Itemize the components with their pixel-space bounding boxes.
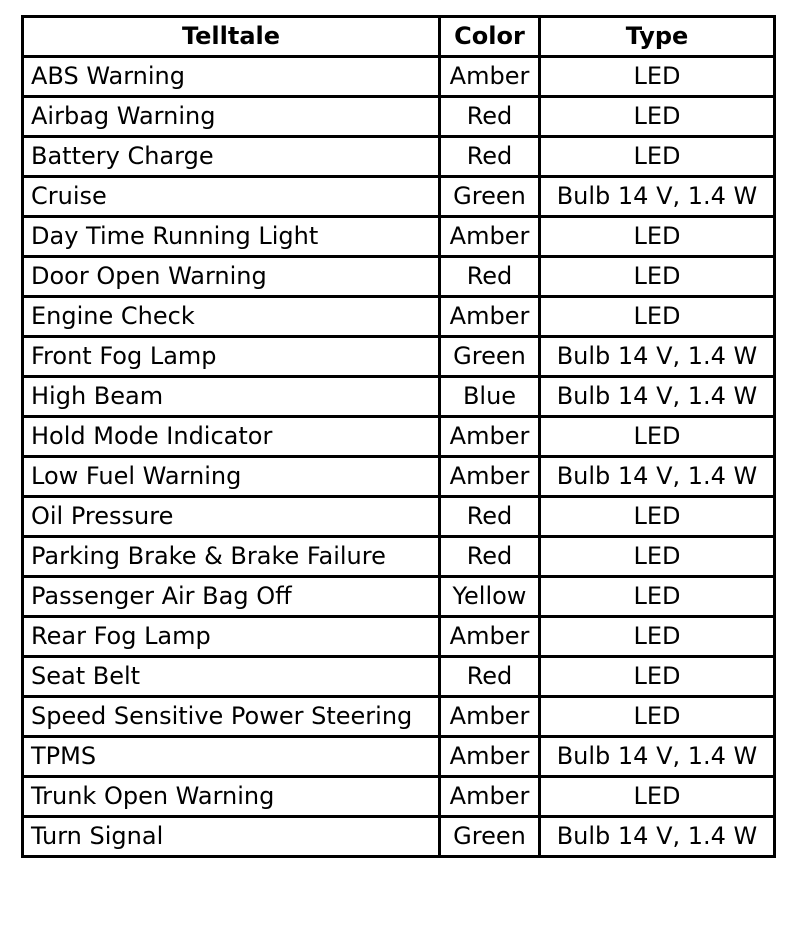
cell-color: Red bbox=[440, 97, 540, 137]
cell-telltale: Cruise bbox=[23, 177, 440, 217]
cell-telltale: Engine Check bbox=[23, 297, 440, 337]
cell-color: Amber bbox=[440, 457, 540, 497]
cell-type: LED bbox=[540, 257, 775, 297]
cell-type: LED bbox=[540, 697, 775, 737]
cell-color: Red bbox=[440, 537, 540, 577]
table-row bbox=[23, 177, 775, 217]
cell-color: Amber bbox=[440, 697, 540, 737]
cell-color: Amber bbox=[440, 617, 540, 657]
table-row bbox=[23, 777, 775, 817]
header-row bbox=[23, 17, 775, 57]
cell-type: LED bbox=[540, 417, 775, 457]
cell-telltale: Seat Belt bbox=[23, 657, 440, 697]
table-row bbox=[23, 497, 775, 537]
cell-color: Yellow bbox=[440, 577, 540, 617]
table-row bbox=[23, 537, 775, 577]
table-row bbox=[23, 337, 775, 377]
cell-type: LED bbox=[540, 617, 775, 657]
cell-color: Green bbox=[440, 177, 540, 217]
table-row bbox=[23, 657, 775, 697]
cell-telltale: Hold Mode Indicator bbox=[23, 417, 440, 457]
cell-color: Amber bbox=[440, 777, 540, 817]
cell-color: Amber bbox=[440, 297, 540, 337]
cell-type: Bulb 14 V, 1.4 W bbox=[540, 177, 775, 217]
table-row bbox=[23, 137, 775, 177]
cell-type: LED bbox=[540, 57, 775, 97]
table-row bbox=[23, 417, 775, 457]
cell-type: Bulb 14 V, 1.4 W bbox=[540, 457, 775, 497]
cell-type: LED bbox=[540, 137, 775, 177]
table-row bbox=[23, 737, 775, 777]
cell-telltale: Airbag Warning bbox=[23, 97, 440, 137]
cell-type: LED bbox=[540, 577, 775, 617]
cell-telltale: Speed Sensitive Power Steering bbox=[23, 697, 440, 737]
table-row bbox=[23, 377, 775, 417]
cell-telltale: Door Open Warning bbox=[23, 257, 440, 297]
cell-telltale: Parking Brake & Brake Failure bbox=[23, 537, 440, 577]
cell-telltale: Rear Fog Lamp bbox=[23, 617, 440, 657]
table-row bbox=[23, 57, 775, 97]
cell-color: Amber bbox=[440, 417, 540, 457]
cell-color: Amber bbox=[440, 217, 540, 257]
cell-color: Green bbox=[440, 337, 540, 377]
table-row bbox=[23, 697, 775, 737]
table-row bbox=[23, 257, 775, 297]
table-row bbox=[23, 817, 775, 857]
cell-telltale: Battery Charge bbox=[23, 137, 440, 177]
header-color: Color bbox=[440, 17, 540, 57]
cell-color: Red bbox=[440, 257, 540, 297]
table-body bbox=[23, 57, 775, 857]
cell-color: Amber bbox=[440, 737, 540, 777]
cell-color: Red bbox=[440, 657, 540, 697]
cell-color: Red bbox=[440, 497, 540, 537]
cell-telltale: Turn Signal bbox=[23, 817, 440, 857]
table-row bbox=[23, 217, 775, 257]
cell-color: Green bbox=[440, 817, 540, 857]
header-type: Type bbox=[540, 17, 775, 57]
cell-telltale: High Beam bbox=[23, 377, 440, 417]
table-row bbox=[23, 457, 775, 497]
cell-color: Amber bbox=[440, 57, 540, 97]
cell-type: LED bbox=[540, 497, 775, 537]
cell-type: LED bbox=[540, 217, 775, 257]
header-telltale: Telltale bbox=[23, 17, 440, 57]
cell-type: LED bbox=[540, 777, 775, 817]
cell-telltale: Oil Pressure bbox=[23, 497, 440, 537]
table-row bbox=[23, 97, 775, 137]
cell-type: Bulb 14 V, 1.4 W bbox=[540, 737, 775, 777]
cell-type: Bulb 14 V, 1.4 W bbox=[540, 337, 775, 377]
cell-telltale: ABS Warning bbox=[23, 57, 440, 97]
cell-telltale: Low Fuel Warning bbox=[23, 457, 440, 497]
cell-telltale: Front Fog Lamp bbox=[23, 337, 440, 377]
table-row bbox=[23, 617, 775, 657]
table-row bbox=[23, 297, 775, 337]
cell-telltale: Trunk Open Warning bbox=[23, 777, 440, 817]
cell-type: LED bbox=[540, 97, 775, 137]
cell-color: Red bbox=[440, 137, 540, 177]
cell-type: Bulb 14 V, 1.4 W bbox=[540, 817, 775, 857]
cell-telltale: TPMS bbox=[23, 737, 440, 777]
cell-color: Blue bbox=[440, 377, 540, 417]
telltale-table bbox=[21, 15, 776, 858]
cell-type: LED bbox=[540, 657, 775, 697]
cell-type: LED bbox=[540, 537, 775, 577]
cell-telltale: Day Time Running Light bbox=[23, 217, 440, 257]
cell-telltale: Passenger Air Bag Off bbox=[23, 577, 440, 617]
cell-type: Bulb 14 V, 1.4 W bbox=[540, 377, 775, 417]
cell-type: LED bbox=[540, 297, 775, 337]
table-row bbox=[23, 577, 775, 617]
